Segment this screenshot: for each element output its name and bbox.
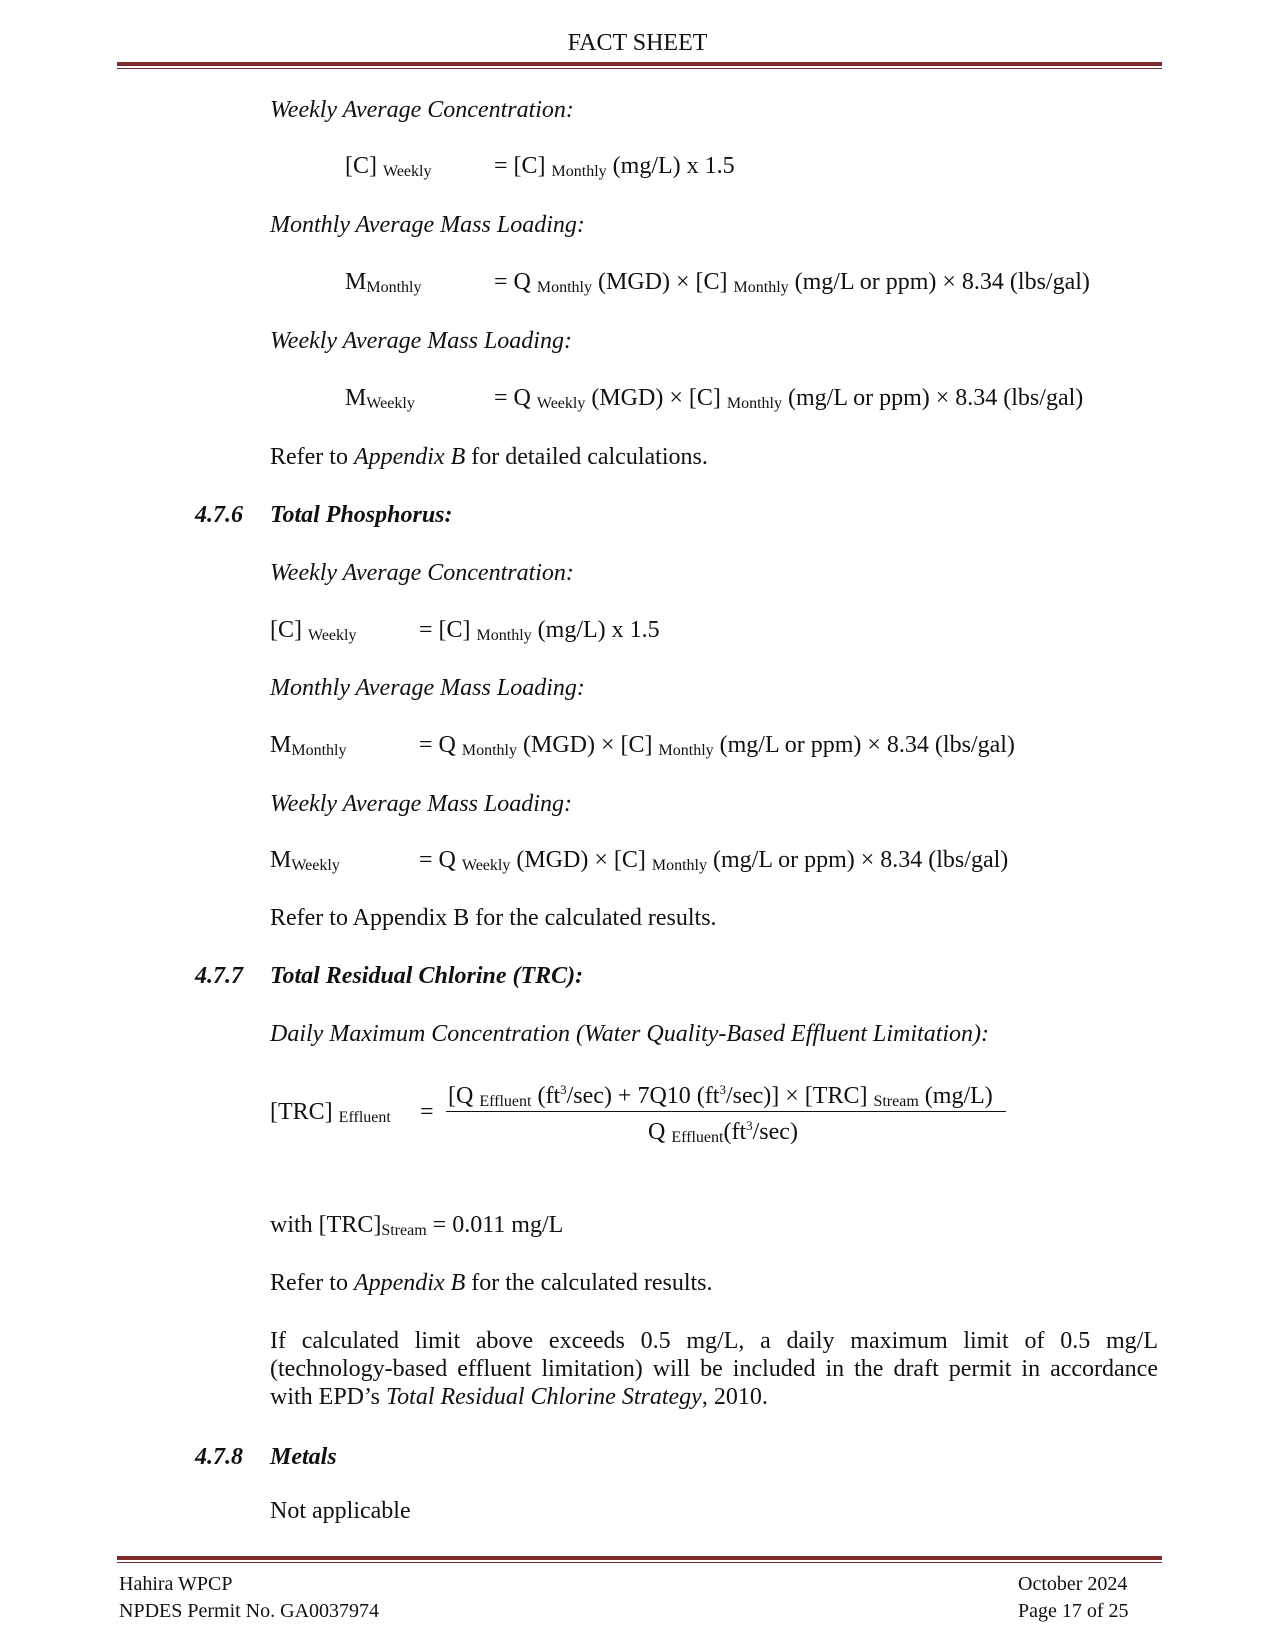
- weekly-conc-heading: Weekly Average Concentration:: [270, 560, 574, 586]
- equation-rhs: = [C] Monthly (mg/L) x 1.5: [494, 153, 735, 180]
- trc-stream-value: with [TRC]Stream = 0.011 mg/L: [270, 1212, 564, 1239]
- footer-rule-thin: [117, 1562, 1162, 1563]
- section-title: Total Phosphorus:: [270, 502, 453, 528]
- weekly-mass-heading: Weekly Average Mass Loading:: [270, 791, 572, 817]
- section-number: 4.7.8: [195, 1444, 243, 1470]
- fraction-bar: [446, 1111, 1006, 1112]
- header-rule-thin: [117, 68, 1162, 69]
- equation-lhs: [C] Weekly: [270, 617, 357, 644]
- section-title: Total Residual Chlorine (TRC):: [270, 963, 584, 989]
- metals-text: Not applicable: [270, 1498, 411, 1524]
- page-header-title: FACT SHEET: [567, 30, 708, 56]
- monthly-mass-heading: Monthly Average Mass Loading:: [270, 212, 585, 238]
- equation-rhs: = Q Weekly (MGD) × [C] Monthly (mg/L or ppm) × 8.34 (lbs/gal): [419, 847, 1009, 874]
- refer-appendix-text: Refer to Appendix B for the calculated results.: [270, 1270, 713, 1296]
- equation-rhs: = Q Weekly (MGD) × [C] Monthly (mg/L or ppm) × 8.34 (lbs/gal): [494, 385, 1084, 412]
- trc-formula-equals: =: [420, 1099, 434, 1125]
- footer-facility: Hahira WPCP: [119, 1573, 233, 1595]
- trc-formula-lhs: [TRC] Effluent: [270, 1099, 391, 1126]
- trc-formula-denominator: Q $Effluent(ft^3/\sec)$: [648, 1118, 798, 1146]
- footer-rule-thick: [117, 1556, 1162, 1560]
- equation-lhs: MWeekly: [270, 847, 340, 874]
- equation-lhs: MWeekly: [345, 385, 415, 412]
- trc-strategy-paragraph: If calculated limit above exceeds 0.5 mg/L, a daily maximum limit of 0.5 mg/L (technology-based effluent limitation) will be included in the draft permit in accordance with EPD’s Total Residual Chlorine Strategy, 2010.: [270, 1328, 1158, 1410]
- daily-max-heading: Daily Maximum Concentration (Water Quality-Based Effluent Limitation):: [270, 1021, 990, 1047]
- trc-formula-numerator: [Q Effluent $(ft^3/\sec) + 7Q10$ $(ft^3/\sec)] \times [TRC]$ Stream (mg/L): [448, 1082, 993, 1110]
- equation-lhs: MMonthly: [345, 269, 422, 296]
- header-rule-thick: [117, 62, 1162, 66]
- footer-permit-number: NPDES Permit No. GA0037974: [119, 1600, 380, 1622]
- weekly-mass-heading: Weekly Average Mass Loading:: [270, 328, 572, 354]
- equation-lhs: MMonthly: [270, 732, 347, 759]
- refer-appendix-text: Refer to Appendix B for the calculated results.: [270, 905, 717, 931]
- footer-date: October 2024: [1018, 1573, 1128, 1595]
- section-number: 4.7.6: [195, 502, 243, 528]
- section-number: 4.7.7: [195, 963, 243, 989]
- equation-rhs: = [C] Monthly (mg/L) x 1.5: [419, 617, 660, 644]
- section-title: Metals: [270, 1444, 337, 1470]
- weekly-conc-heading: Weekly Average Concentration:: [270, 97, 574, 123]
- equation-rhs: = Q Monthly (MGD) × [C] Monthly (mg/L or ppm) × 8.34 (lbs/gal): [419, 732, 1015, 759]
- equation-rhs: = Q Monthly (MGD) × [C] Monthly (mg/L or ppm) × 8.34 (lbs/gal): [494, 269, 1090, 296]
- monthly-mass-heading: Monthly Average Mass Loading:: [270, 675, 585, 701]
- footer-page-number: Page 17 of 25: [1018, 1600, 1129, 1622]
- refer-appendix-text: Refer to Appendix B for detailed calculations.: [270, 444, 708, 470]
- equation-lhs: [C] Weekly: [345, 153, 432, 180]
